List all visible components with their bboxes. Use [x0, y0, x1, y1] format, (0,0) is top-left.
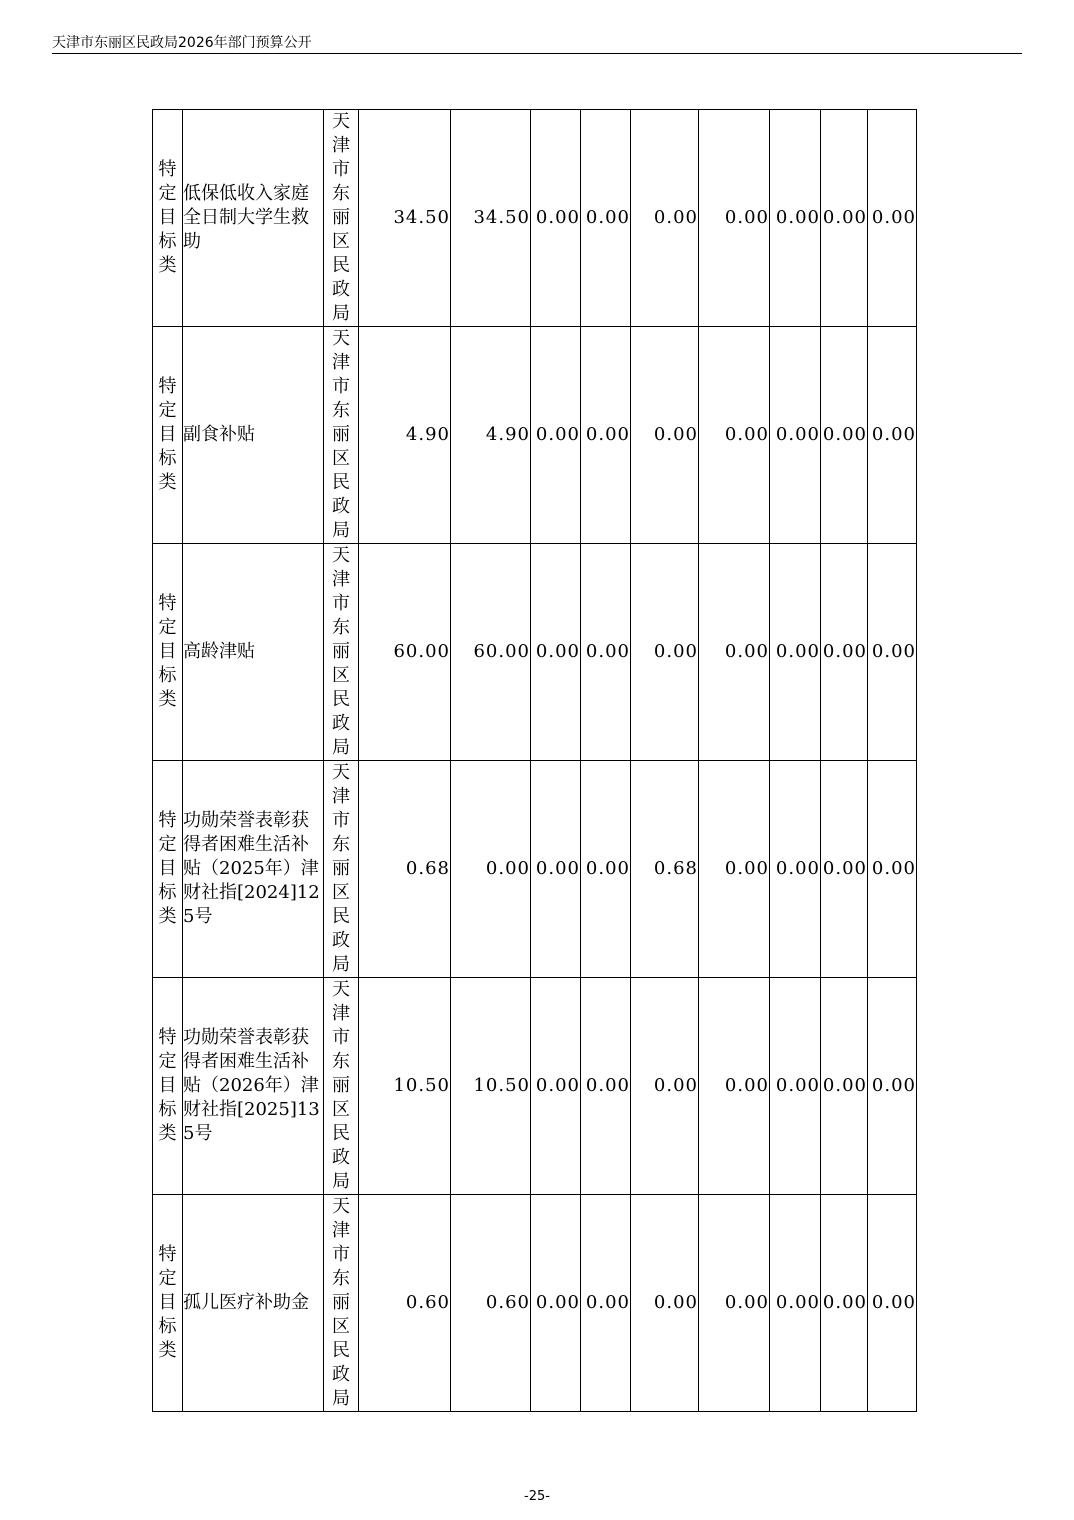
- amount-cell: 0.00: [631, 1195, 699, 1412]
- page-number: -25-: [524, 1489, 550, 1504]
- category-cell: 特定目标类: [153, 1195, 183, 1412]
- amount-cell: 0.00: [581, 327, 631, 544]
- amount-cell: 0.00: [868, 110, 917, 327]
- amount-cell: 0.00: [821, 761, 868, 978]
- category-cell: 特定目标类: [153, 978, 183, 1195]
- amount-cell: 34.50: [359, 110, 451, 327]
- amount-cell: 0.00: [699, 1195, 770, 1412]
- amount-cell: 60.00: [451, 544, 531, 761]
- header-divider: [52, 53, 1022, 54]
- table-row: [153, 1195, 917, 1412]
- amount-cell: 0.00: [581, 110, 631, 327]
- amount-cell: 0.00: [581, 1195, 631, 1412]
- amount-cell: 0.00: [531, 1195, 581, 1412]
- amount-cell: 0.68: [359, 761, 451, 978]
- amount-cell: 0.00: [821, 110, 868, 327]
- table-row: [153, 761, 917, 978]
- project-name-cell: 副食补贴: [183, 327, 324, 544]
- amount-cell: 0.00: [821, 327, 868, 544]
- amount-cell: 0.00: [770, 978, 821, 1195]
- category-cell: 特定目标类: [153, 110, 183, 327]
- amount-cell: 0.00: [581, 544, 631, 761]
- amount-cell: 0.00: [868, 1195, 917, 1412]
- table-row: [153, 544, 917, 761]
- amount-cell: 0.00: [868, 761, 917, 978]
- amount-cell: 0.00: [699, 110, 770, 327]
- amount-cell: 0.00: [531, 110, 581, 327]
- amount-cell: 0.00: [631, 110, 699, 327]
- page-header-title: 天津市东丽区民政局2026年部门预算公开: [52, 35, 312, 51]
- amount-cell: 0.00: [770, 761, 821, 978]
- category-cell: 特定目标类: [153, 761, 183, 978]
- amount-cell: 0.00: [770, 327, 821, 544]
- amount-cell: 0.60: [359, 1195, 451, 1412]
- table-row: [153, 978, 917, 1195]
- amount-cell: 0.00: [821, 1195, 868, 1412]
- amount-cell: 4.90: [359, 327, 451, 544]
- amount-cell: 0.00: [868, 327, 917, 544]
- unit-cell: 天津市东丽区民政局: [324, 110, 359, 327]
- amount-cell: 10.50: [359, 978, 451, 1195]
- amount-cell: 0.00: [631, 544, 699, 761]
- project-name-cell: 孤儿医疗补助金: [183, 1195, 324, 1412]
- category-cell: 特定目标类: [153, 327, 183, 544]
- amount-cell: 0.00: [531, 978, 581, 1195]
- amount-cell: 0.00: [581, 761, 631, 978]
- amount-cell: 0.00: [770, 110, 821, 327]
- amount-cell: 0.00: [631, 327, 699, 544]
- amount-cell: 0.00: [531, 327, 581, 544]
- amount-cell: 0.68: [631, 761, 699, 978]
- amount-cell: 0.00: [821, 544, 868, 761]
- project-name-cell: 高龄津贴: [183, 544, 324, 761]
- amount-cell: 0.00: [699, 978, 770, 1195]
- unit-cell: 天津市东丽区民政局: [324, 978, 359, 1195]
- project-name-cell: 低保低收入家庭全日制大学生救助: [183, 110, 324, 327]
- amount-cell: 0.00: [699, 327, 770, 544]
- amount-cell: 4.90: [451, 327, 531, 544]
- amount-cell: 34.50: [451, 110, 531, 327]
- project-name-cell: 功勋荣誉表彰获得者困难生活补贴（2025年）津财社指[2024]125号: [183, 761, 324, 978]
- amount-cell: 0.60: [451, 1195, 531, 1412]
- amount-cell: 0.00: [581, 978, 631, 1195]
- amount-cell: 10.50: [451, 978, 531, 1195]
- amount-cell: 0.00: [821, 978, 868, 1195]
- unit-cell: 天津市东丽区民政局: [324, 544, 359, 761]
- amount-cell: 0.00: [451, 761, 531, 978]
- amount-cell: 0.00: [770, 544, 821, 761]
- unit-cell: 天津市东丽区民政局: [324, 327, 359, 544]
- amount-cell: 0.00: [699, 761, 770, 978]
- amount-cell: 0.00: [868, 544, 917, 761]
- table-row: [153, 110, 917, 327]
- amount-cell: 60.00: [359, 544, 451, 761]
- table-row: [153, 327, 917, 544]
- table-body: [153, 110, 917, 1412]
- project-name-cell: 功勋荣誉表彰获得者困难生活补贴（2026年）津财社指[2025]135号: [183, 978, 324, 1195]
- budget-project-table: [152, 109, 917, 1412]
- amount-cell: 0.00: [868, 978, 917, 1195]
- amount-cell: 0.00: [770, 1195, 821, 1412]
- amount-cell: 0.00: [631, 978, 699, 1195]
- unit-cell: 天津市东丽区民政局: [324, 1195, 359, 1412]
- unit-cell: 天津市东丽区民政局: [324, 761, 359, 978]
- amount-cell: 0.00: [531, 761, 581, 978]
- amount-cell: 0.00: [531, 544, 581, 761]
- category-cell: 特定目标类: [153, 544, 183, 761]
- amount-cell: 0.00: [699, 544, 770, 761]
